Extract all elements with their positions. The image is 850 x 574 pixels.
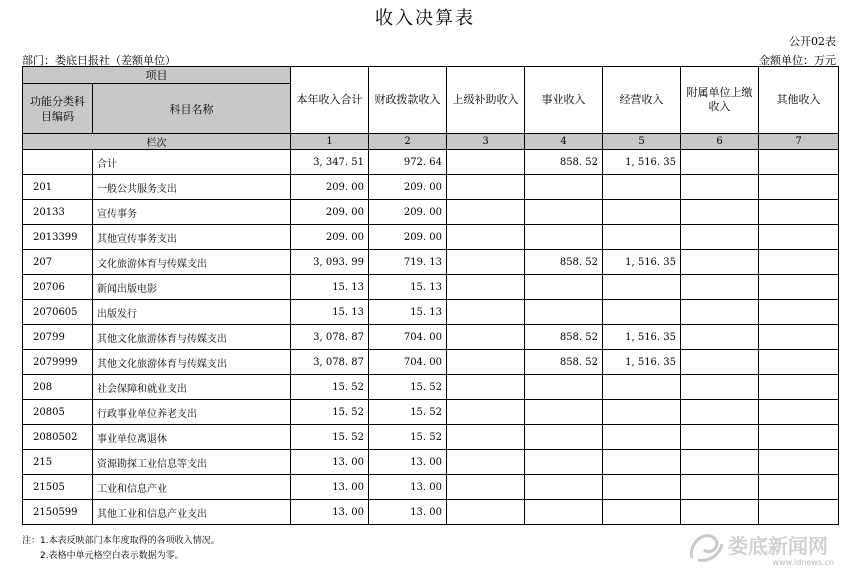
cell-code: 20805	[23, 400, 93, 425]
table-row	[23, 150, 839, 175]
cell-fiscal-appropriation: 972. 64	[369, 150, 447, 175]
cell-fiscal-appropriation: 13. 00	[369, 450, 447, 475]
col-number: 7	[759, 134, 839, 150]
cell-total-income: 3, 078. 87	[291, 325, 369, 350]
cell-operating-income	[603, 500, 681, 525]
cell-superior-subsidy	[447, 475, 525, 500]
cell-superior-subsidy	[447, 300, 525, 325]
cell-operating-income	[603, 200, 681, 225]
cell-other-income	[759, 375, 839, 400]
cell-code: 2080502	[23, 425, 93, 450]
cell-total-income: 209. 00	[291, 225, 369, 250]
cell-business-income: 858. 52	[525, 250, 603, 275]
cell-superior-subsidy	[447, 250, 525, 275]
cell-business-income	[525, 175, 603, 200]
cell-business-income	[525, 450, 603, 475]
cell-affiliate-income	[681, 275, 759, 300]
table-row	[23, 275, 839, 300]
cell-operating-income	[603, 175, 681, 200]
col-number: 1	[291, 134, 369, 150]
cell-code: 21505	[23, 475, 93, 500]
cell-business-income: 858. 52	[525, 150, 603, 175]
col-number: 2	[369, 134, 447, 150]
cell-code: 2079999	[23, 350, 93, 375]
header-item: 项目	[23, 67, 291, 84]
table-row	[23, 500, 839, 525]
col-header-4: 事业收入	[525, 67, 603, 134]
cell-fiscal-appropriation: 15. 52	[369, 425, 447, 450]
cell-affiliate-income	[681, 400, 759, 425]
cell-subject-name: 其他文化旅游体育与传媒支出	[93, 325, 291, 350]
cell-superior-subsidy	[447, 425, 525, 450]
cell-operating-income: 1, 516. 35	[603, 325, 681, 350]
cell-other-income	[759, 175, 839, 200]
cell-operating-income	[603, 400, 681, 425]
col-header-5: 经营收入	[603, 67, 681, 134]
cell-other-income	[759, 250, 839, 275]
cell-operating-income	[603, 375, 681, 400]
cell-total-income: 13. 00	[291, 500, 369, 525]
cell-total-income: 3, 093. 99	[291, 250, 369, 275]
cell-other-income	[759, 150, 839, 175]
header-subject-name: 科目名称	[93, 84, 291, 134]
table-row	[23, 375, 839, 400]
cell-superior-subsidy	[447, 450, 525, 475]
cell-code: 20799	[23, 325, 93, 350]
table-row	[23, 300, 839, 325]
table-row	[23, 450, 839, 475]
cell-subject-name: 社会保障和就业支出	[93, 375, 291, 400]
cell-affiliate-income	[681, 500, 759, 525]
cell-total-income: 209. 00	[291, 200, 369, 225]
cell-other-income	[759, 350, 839, 375]
header-row-label: 栏次	[23, 134, 291, 150]
cell-other-income	[759, 275, 839, 300]
col-number: 6	[681, 134, 759, 150]
cell-fiscal-appropriation: 15. 52	[369, 375, 447, 400]
swirl-logo-icon	[691, 536, 722, 561]
header-func-code: 功能分类科目编码	[23, 84, 93, 134]
cell-affiliate-income	[681, 250, 759, 275]
income-table	[22, 66, 839, 525]
cell-affiliate-income	[681, 300, 759, 325]
watermark-text: 娄底新闻网	[728, 534, 828, 558]
cell-subject-name: 行政事业单位养老支出	[93, 400, 291, 425]
cell-business-income: 858. 52	[525, 325, 603, 350]
col-header-6: 附属单位上缴收入	[681, 67, 759, 134]
cell-superior-subsidy	[447, 275, 525, 300]
cell-fiscal-appropriation: 15. 13	[369, 300, 447, 325]
cell-total-income: 15. 52	[291, 375, 369, 400]
cell-superior-subsidy	[447, 150, 525, 175]
cell-fiscal-appropriation: 704. 00	[369, 325, 447, 350]
cell-total-income: 15. 13	[291, 275, 369, 300]
cell-subject-name: 其他工业和信息产业支出	[93, 500, 291, 525]
cell-other-income	[759, 400, 839, 425]
cell-subject-name: 合计	[93, 150, 291, 175]
cell-total-income: 15. 52	[291, 425, 369, 450]
cell-affiliate-income	[681, 175, 759, 200]
cell-operating-income: 1, 516. 35	[603, 150, 681, 175]
cell-fiscal-appropriation: 15. 13	[369, 275, 447, 300]
note-2: 2.表格中单元格空白表示数据为零。	[40, 551, 184, 561]
cell-subject-name: 出版发行	[93, 300, 291, 325]
cell-fiscal-appropriation: 13. 00	[369, 500, 447, 525]
cell-business-income: 858. 52	[525, 350, 603, 375]
cell-fiscal-appropriation: 209. 00	[369, 175, 447, 200]
cell-subject-name: 宣传事务	[93, 200, 291, 225]
cell-business-income	[525, 425, 603, 450]
cell-subject-name: 其他文化旅游体育与传媒支出	[93, 350, 291, 375]
cell-business-income	[525, 400, 603, 425]
cell-affiliate-income	[681, 425, 759, 450]
cell-business-income	[525, 375, 603, 400]
note-1: 注：1.本表反映部门本年度取得的各项收入情况。	[22, 536, 220, 546]
col-number: 5	[603, 134, 681, 150]
cell-superior-subsidy	[447, 175, 525, 200]
table-row	[23, 250, 839, 275]
cell-superior-subsidy	[447, 375, 525, 400]
cell-subject-name: 文化旅游体育与传媒支出	[93, 250, 291, 275]
cell-affiliate-income	[681, 375, 759, 400]
cell-total-income: 13. 00	[291, 450, 369, 475]
cell-subject-name: 事业单位离退休	[93, 425, 291, 450]
cell-operating-income	[603, 425, 681, 450]
form-code: 公开02表	[789, 35, 836, 48]
cell-operating-income: 1, 516. 35	[603, 350, 681, 375]
cell-fiscal-appropriation: 13. 00	[369, 475, 447, 500]
cell-affiliate-income	[681, 150, 759, 175]
cell-subject-name: 新闻出版电影	[93, 275, 291, 300]
cell-affiliate-income	[681, 325, 759, 350]
cell-fiscal-appropriation: 209. 00	[369, 200, 447, 225]
cell-affiliate-income	[681, 350, 759, 375]
cell-code: 201	[23, 175, 93, 200]
cell-other-income	[759, 200, 839, 225]
table-row	[23, 175, 839, 200]
col-header-1: 本年收入合计	[291, 67, 369, 134]
cell-total-income: 15. 52	[291, 400, 369, 425]
cell-affiliate-income	[681, 200, 759, 225]
notes	[22, 534, 220, 564]
cell-superior-subsidy	[447, 500, 525, 525]
cell-fiscal-appropriation: 704. 00	[369, 350, 447, 375]
cell-business-income	[525, 475, 603, 500]
cell-superior-subsidy	[447, 225, 525, 250]
cell-other-income	[759, 500, 839, 525]
table-row	[23, 475, 839, 500]
cell-operating-income	[603, 475, 681, 500]
cell-affiliate-income	[681, 450, 759, 475]
cell-other-income	[759, 225, 839, 250]
unit-label: 金额单位：万元	[759, 54, 836, 67]
cell-subject-name: 资源勘探工业信息等支出	[93, 450, 291, 475]
cell-total-income: 15. 13	[291, 300, 369, 325]
cell-subject-name: 工业和信息产业	[93, 475, 291, 500]
cell-other-income	[759, 450, 839, 475]
cell-code: 215	[23, 450, 93, 475]
cell-affiliate-income	[681, 225, 759, 250]
cell-code: 2070605	[23, 300, 93, 325]
cell-total-income: 3, 347. 51	[291, 150, 369, 175]
cell-business-income	[525, 300, 603, 325]
col-header-2: 财政拨款收入	[369, 67, 447, 134]
page-title: 收入决算表	[375, 8, 475, 29]
cell-affiliate-income	[681, 475, 759, 500]
table-row	[23, 225, 839, 250]
department-label: 部门：娄底日报社（差额单位）	[22, 54, 176, 67]
cell-total-income: 3, 078. 87	[291, 350, 369, 375]
col-header-7: 其他收入	[759, 67, 839, 134]
cell-other-income	[759, 475, 839, 500]
cell-code: 2013399	[23, 225, 93, 250]
cell-superior-subsidy	[447, 400, 525, 425]
cell-operating-income	[603, 225, 681, 250]
table-row	[23, 325, 839, 350]
cell-operating-income	[603, 450, 681, 475]
table-row	[23, 425, 839, 450]
cell-other-income	[759, 325, 839, 350]
cell-subject-name: 其他宣传事务支出	[93, 225, 291, 250]
cell-business-income	[525, 275, 603, 300]
cell-code: 20133	[23, 200, 93, 225]
cell-superior-subsidy	[447, 200, 525, 225]
cell-other-income	[759, 300, 839, 325]
col-number: 4	[525, 134, 603, 150]
watermark-url: www.ldnews.cn	[772, 558, 834, 567]
cell-fiscal-appropriation: 209. 00	[369, 225, 447, 250]
table-row	[23, 200, 839, 225]
cell-business-income	[525, 225, 603, 250]
cell-superior-subsidy	[447, 325, 525, 350]
cell-fiscal-appropriation: 15. 52	[369, 400, 447, 425]
col-header-3: 上级补助收入	[447, 67, 525, 134]
cell-other-income	[759, 425, 839, 450]
cell-code: 208	[23, 375, 93, 400]
cell-total-income: 13. 00	[291, 475, 369, 500]
cell-operating-income	[603, 275, 681, 300]
cell-code: 207	[23, 250, 93, 275]
cell-business-income	[525, 500, 603, 525]
cell-code	[23, 150, 93, 175]
cell-subject-name: 一般公共服务支出	[93, 175, 291, 200]
cell-operating-income	[603, 300, 681, 325]
cell-fiscal-appropriation: 719. 13	[369, 250, 447, 275]
table-row	[23, 350, 839, 375]
cell-total-income: 209. 00	[291, 175, 369, 200]
cell-operating-income: 1, 516. 35	[603, 250, 681, 275]
cell-business-income	[525, 200, 603, 225]
cell-superior-subsidy	[447, 350, 525, 375]
table-row	[23, 400, 839, 425]
cell-code: 2150599	[23, 500, 93, 525]
col-number: 3	[447, 134, 525, 150]
cell-code: 20706	[23, 275, 93, 300]
